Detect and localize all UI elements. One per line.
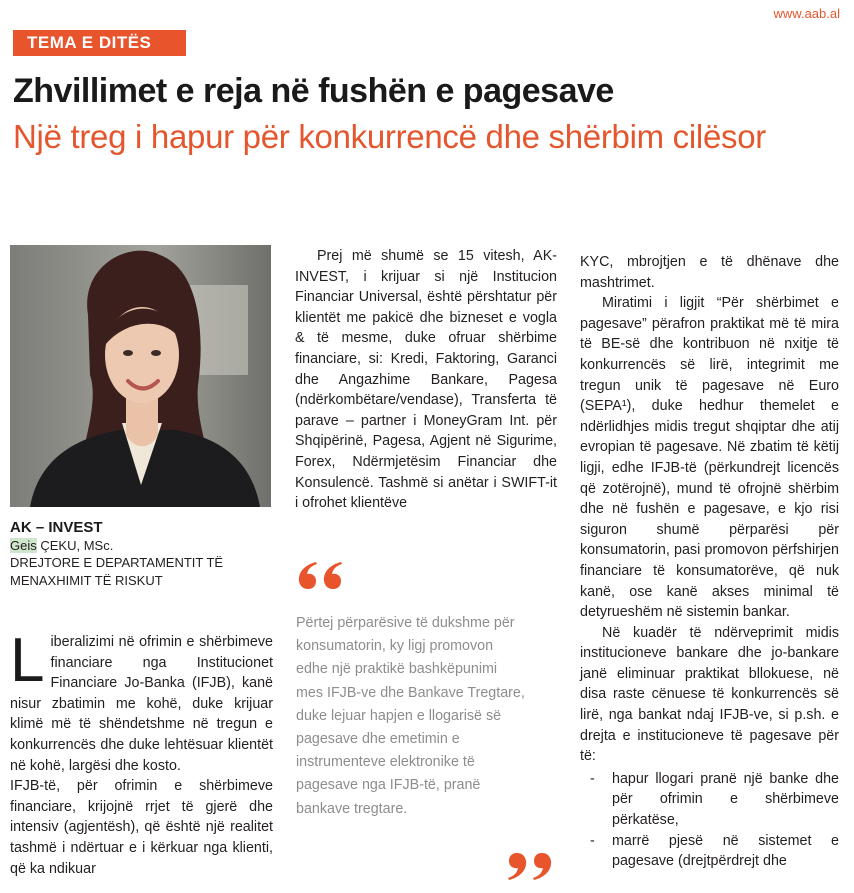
list-item bbox=[580, 831, 839, 872]
section-tag: TEMA E DITËS bbox=[13, 30, 186, 56]
close-quote-icon bbox=[504, 852, 554, 882]
author-name-first: Geis bbox=[10, 538, 37, 553]
pull-quote: Përtej përparësive të dukshme për konsumatorin, ky ligj promovon edhe një praktikë bashkëpunimi mes IFJB-ve dhe Bankave Tregtare, duke lejuar hapjen e llogarisë së pagesave dhe emetimin e instrumenteve elektronike të pagesave nga IFJB-të, pranë bankave tregtare. bbox=[296, 615, 525, 817]
headline: Zhvillimet e reja në fushën e pagesave bbox=[13, 72, 614, 110]
article-paragraph: Miratimi i ligjit “Për shërbimet e pagesave” përafron praktikat më të mira të BE-së dhe kontribuon në nxitje të konkurrencës së lirë, integrimit me tregun unik të pagesave në Euro (SEPA¹), duke hedhur themelet e ndërlidhjes midis tregut shqiptar dhe atij evropian të pagesave. Në zbatim të këtij ligji, edhe IFJB-të (përkundrejt licencës që zotërojnë), mund të ofrojnë shërbim dhe në fushën e pagesave, e kjo risi siguron shumë përparësi për konsumatorin, pasi promovon përfshirjen financiare të konsumatorëve, që nuk kanë, ose kanë akses minimal të detyrueshëm në sistemin bankar. bbox=[580, 295, 839, 621]
paragraph-text: iberalizimi në ofrimin e shërbimeve financiare nga Institucionet Financiare Jo-Banka (IFJB), kanë nisur zbatimin me kohë, duke krijuar klimë më të shëndetshme në tregun e konkurrencës dhe duke lehtësuar klientët në kohë, largësi dhe kosto. bbox=[10, 634, 273, 774]
author-name-rest: ÇEKU, MSc. bbox=[36, 538, 114, 553]
open-quote-icon bbox=[296, 560, 346, 590]
site-url[interactable]: www.aab.al bbox=[773, 6, 840, 21]
author-byline bbox=[10, 519, 270, 590]
drop-cap: L bbox=[10, 626, 45, 695]
list-item bbox=[580, 769, 839, 831]
article-column-2 bbox=[295, 246, 557, 514]
author-company: AK – INVEST bbox=[10, 519, 103, 536]
author-portrait-illustration bbox=[10, 245, 271, 507]
list-item-text: marrë pjesë në sistemet e pagesave (drejtpërdrejt dhe bbox=[612, 832, 839, 870]
author-name bbox=[10, 538, 270, 553]
author-photo bbox=[10, 245, 271, 507]
article-paragraph: Në kuadër të ndërveprimit midis institucioneve bankare dhe jo-bankare janë eliminuar praktikat bllokuese, në disa raste cënuese të konkurrencës së lirë, nga bankat ndaj IFJB-ve, si p.sh. e drejta e institucioneve të pagesave për të: bbox=[580, 624, 839, 765]
article-paragraph: IFJB-të, për ofrimin e shërbimeve financiare, krijojnë rrjet të gjerë dhe intensiv (agjentësh), që është një realitet tashmë i ndërtuar e i kërkuar nga klienti, që ka ndikuar bbox=[10, 778, 273, 877]
article-column-1 bbox=[10, 626, 273, 879]
article-column-3 bbox=[580, 252, 839, 872]
article-paragraph: Prej më shumë se 15 vitesh, AK-INVEST, i krijuar si një Institucion Financiar Universal, është përshtatur për klientët me pakicë dhe bizneset e vogla & të mesme, duke ofruar shërbime financiare, si: Kredi, Faktoring, Garanci dhe Angazhime Bankare, Pagesa (ndërkombëtare/vendase), Transferta të parave – partner i MoneyGram Int. për Shqipërinë, Pagesa, Agjent në Sigurime, Forex, Ndërmjetësim Financiar dhe Konsulencë. Tashmë si anëtar i SWIFT-it i ofrohet klientëve bbox=[295, 248, 557, 512]
list-dash: - bbox=[590, 832, 595, 849]
list-item-text: hapur llogari pranë një banke dhe për ofrimin e shërbimeve përkatëse, bbox=[612, 770, 839, 829]
article-paragraph: KYC, mbrojtjen e të dhënave dhe mashtrimet. bbox=[580, 254, 839, 291]
list-dash: - bbox=[590, 770, 595, 787]
subheadline: Një treg i hapur për konkurrencë dhe shërbim cilësor bbox=[13, 118, 766, 155]
article-paragraph bbox=[10, 626, 273, 776]
author-role: DREJTORE E DEPARTAMENTIT TË MENAXHIMIT TË RISKUT bbox=[10, 555, 224, 588]
rights-list bbox=[580, 769, 839, 872]
